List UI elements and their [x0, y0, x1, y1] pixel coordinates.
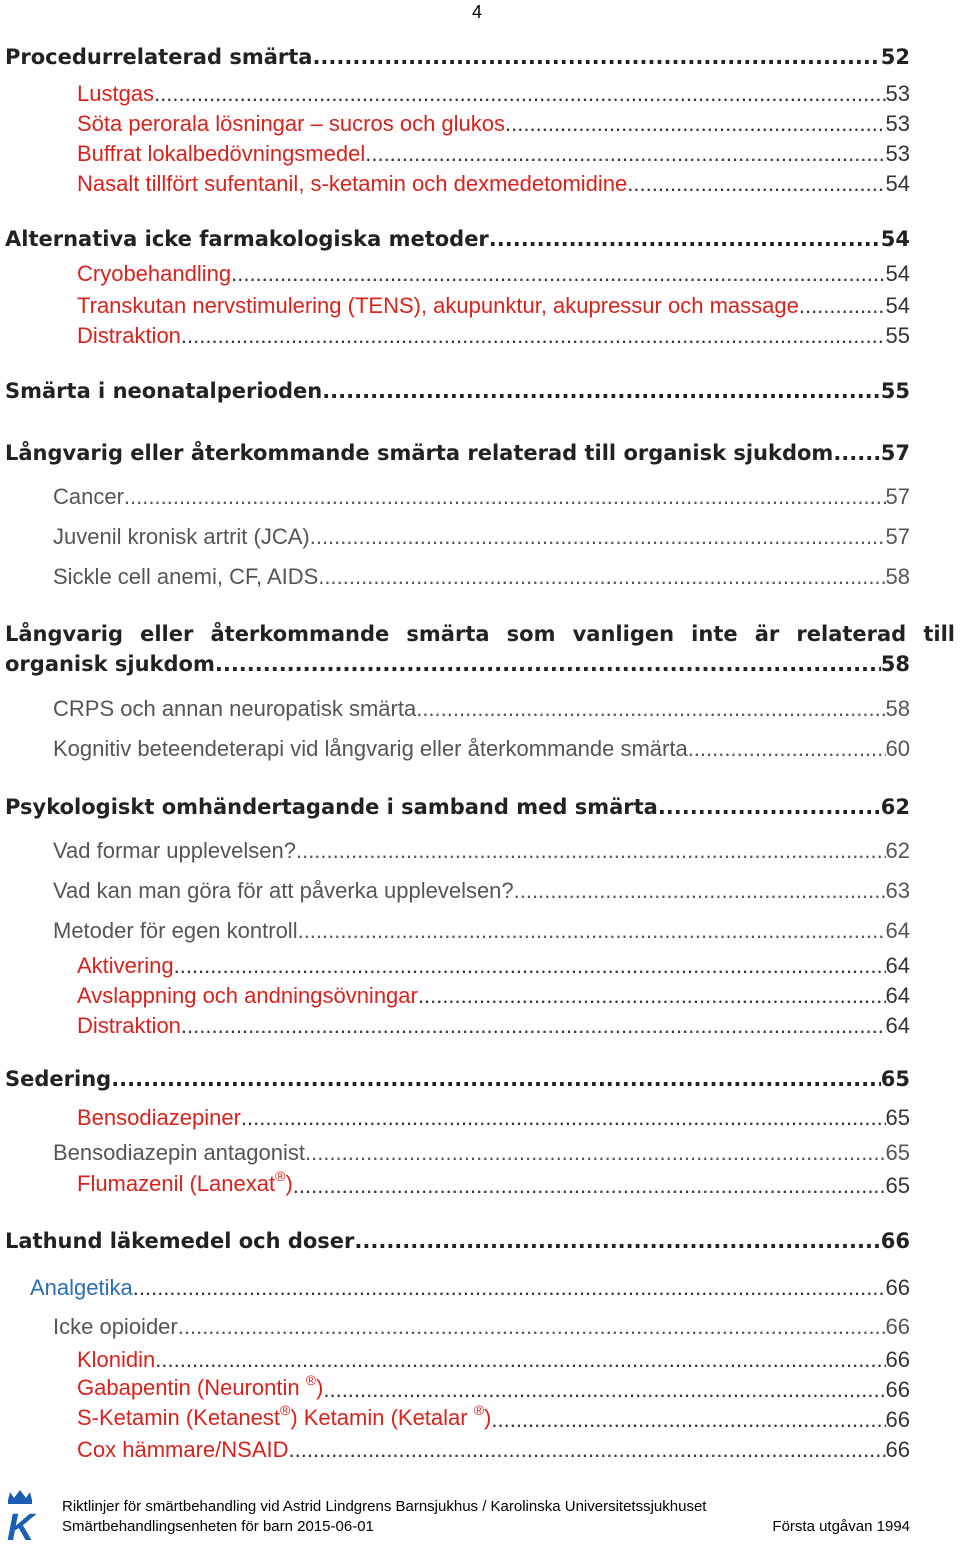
toc-entry-page: 66	[885, 1314, 910, 1339]
toc-entry[interactable]	[5, 42, 910, 72]
toc-entry-title: Vad formar upplevelsen?	[53, 838, 296, 863]
registered-mark: ®	[305, 1372, 317, 1388]
toc-entry-title: Söta perorala lösningar – sucros och glukos	[77, 111, 506, 136]
toc-title-part: )	[316, 1375, 324, 1400]
toc-entry-title: Lathund läkemedel och doser	[5, 1229, 355, 1253]
dot-leader	[178, 1312, 886, 1342]
toc-entry-title	[77, 1374, 323, 1404]
dot-leader	[658, 792, 881, 822]
toc-entry-page: 66	[885, 1437, 910, 1462]
toc-entry-title: Sickle cell anemi, CF, AIDS	[53, 564, 319, 589]
toc-entry[interactable]	[77, 1436, 910, 1464]
toc-entry-page: 62	[885, 838, 910, 863]
toc-entry-page: 53	[885, 81, 910, 106]
dot-leader	[688, 734, 886, 764]
toc-entry[interactable]	[53, 694, 910, 724]
dot-leader	[627, 170, 885, 198]
dot-leader	[354, 1226, 880, 1256]
dot-leader	[416, 694, 885, 724]
toc-entry-title	[77, 1170, 293, 1200]
toc-title-part: )	[285, 1171, 293, 1196]
toc-title-word: relaterad	[796, 622, 907, 646]
toc-entry-page: 63	[885, 878, 910, 903]
dot-leader	[181, 322, 886, 350]
dot-leader	[514, 876, 886, 906]
toc-entry[interactable]	[77, 1402, 910, 1434]
toc-entry[interactable]	[53, 562, 910, 592]
dot-leader	[322, 376, 881, 406]
toc-entry-title: Avslappning och andningsövningar	[77, 983, 418, 1008]
toc-entry[interactable]	[77, 322, 910, 350]
toc-entry-title: Cancer	[53, 484, 124, 509]
toc-entry[interactable]	[5, 438, 910, 468]
dot-leader	[833, 438, 880, 468]
toc-entry-page: 66	[885, 1377, 910, 1402]
toc-entry[interactable]	[77, 260, 910, 288]
dot-leader	[124, 482, 886, 512]
toc-entry[interactable]	[5, 376, 910, 406]
toc-entry-title: Bensodiazepiner	[77, 1105, 241, 1130]
toc-title-word: inte	[691, 622, 738, 646]
dot-leader	[318, 562, 885, 592]
toc-entry-title: Analgetika	[30, 1275, 133, 1300]
toc-title-word: eller	[140, 622, 194, 646]
toc-entry-page: 65	[885, 1140, 910, 1165]
toc-entry-page: 64	[885, 983, 910, 1008]
dot-leader	[799, 292, 886, 320]
toc-entry-page: 64	[885, 1013, 910, 1038]
registered-mark: ®	[473, 1402, 485, 1418]
toc-entry-page: 58	[880, 652, 910, 676]
toc-entry-page: 62	[880, 795, 910, 819]
toc-entry-page: 58	[885, 696, 910, 721]
toc-entry-page: 66	[880, 1229, 910, 1253]
toc-entry-title: Lustgas	[77, 81, 155, 106]
toc-entry-page: 66	[885, 1407, 910, 1432]
toc-entry[interactable]	[77, 140, 910, 168]
toc-entry[interactable]	[53, 836, 910, 866]
toc-entry-title: Alternativa icke farmakologiska metoder	[5, 227, 489, 251]
dot-leader	[365, 140, 885, 168]
toc-entry-page: 53	[885, 141, 910, 166]
footer-line-2: Smärtbehandlingsenheten för barn 2015-06-01	[62, 1518, 374, 1535]
toc-entry[interactable]	[53, 522, 910, 552]
toc-title-word: vanligen	[572, 622, 675, 646]
dot-leader	[505, 110, 885, 138]
toc-entry-page: 55	[880, 379, 910, 403]
toc-entry-title-line1	[5, 619, 955, 649]
dot-leader	[133, 1274, 886, 1302]
toc-entry-title: Vad kan man göra för att påverka upplevelsen?	[53, 878, 514, 903]
toc-entry-wrapped[interactable]	[5, 619, 955, 679]
logo-letter: K	[7, 1507, 35, 1544]
toc-entry-page: 64	[885, 918, 910, 943]
crown-icon	[8, 1490, 32, 1504]
toc-entry-title: organisk sjukdom	[5, 652, 215, 676]
dot-leader	[298, 916, 886, 946]
dot-leader	[323, 1376, 885, 1404]
toc-title-part: Flumazenil (Lanexat	[77, 1171, 276, 1196]
toc-entry-page: 57	[880, 441, 910, 465]
dot-leader	[174, 952, 886, 980]
toc-entry-page: 54	[880, 227, 910, 251]
toc-entry[interactable]	[53, 482, 910, 512]
toc-entry-page: 65	[885, 1105, 910, 1130]
toc-entry-page: 53	[885, 111, 910, 136]
toc-entry[interactable]	[77, 1104, 910, 1132]
toc-entry-page: 66	[885, 1347, 910, 1372]
toc-title-word: återkommande	[210, 622, 390, 646]
dot-leader	[310, 522, 886, 552]
toc-entry[interactable]	[77, 110, 910, 138]
dot-leader	[154, 80, 885, 108]
toc-entry-page: 64	[885, 953, 910, 978]
toc-entry-title: Cryobehandling	[77, 261, 232, 286]
toc-entry-title: Smärta i neonatalperioden	[5, 379, 323, 403]
toc-title-part: ) Ketamin (Ketalar	[290, 1405, 474, 1430]
toc-title-word: som	[506, 622, 556, 646]
toc-entry-title: Kognitiv beteendeterapi vid långvarig eller återkommande smärta	[53, 736, 688, 761]
dot-leader	[111, 1064, 881, 1094]
toc-entry[interactable]	[53, 1138, 910, 1168]
toc-entry-title: Juvenil kronisk artrit (JCA)	[53, 524, 310, 549]
toc-entry[interactable]	[5, 224, 910, 254]
toc-entry-page: 54	[885, 171, 910, 196]
toc-entry[interactable]	[77, 80, 910, 108]
toc-entry[interactable]	[77, 982, 910, 1010]
toc-title-word: smärta	[406, 622, 490, 646]
toc-title-word: till	[923, 622, 955, 646]
toc-entry[interactable]	[30, 1274, 910, 1302]
toc-title-part: Gabapentin (Neurontin	[77, 1375, 306, 1400]
registered-mark: ®	[275, 1168, 286, 1184]
dot-leader	[296, 836, 886, 866]
toc-entry-page: 65	[880, 1067, 910, 1091]
toc-entry-title: Procedurrelaterad smärta	[5, 45, 313, 69]
toc-entry-title: Distraktion	[77, 323, 181, 348]
toc-entry[interactable]	[53, 1312, 910, 1342]
toc-entry-title-line2	[5, 649, 910, 679]
toc-entry[interactable]	[5, 1226, 910, 1256]
toc-title-part: S-Ketamin (Ketanest	[77, 1405, 280, 1430]
toc-entry[interactable]	[77, 952, 910, 980]
dot-leader	[241, 1104, 886, 1132]
dot-leader	[231, 260, 885, 288]
toc-entry-page: 60	[885, 736, 910, 761]
toc-entry-title: Cox hämmare/NSAID	[77, 1437, 289, 1462]
toc-entry-page: 57	[885, 524, 910, 549]
toc-entry-page: 57	[885, 484, 910, 509]
toc-entry-title: Transkutan nervstimulering (TENS), akupunktur, akupressur och massage	[77, 293, 799, 318]
toc-entry-title: Buffrat lokalbedövningsmedel	[77, 141, 366, 166]
toc-entry-page: 58	[885, 564, 910, 589]
dot-leader	[293, 1172, 886, 1200]
toc-title-word: är	[754, 622, 780, 646]
karolinska-logo	[4, 1490, 46, 1544]
toc-entry[interactable]	[5, 1064, 910, 1094]
toc-entry[interactable]	[77, 1372, 910, 1404]
dot-leader	[215, 649, 881, 679]
dot-leader	[312, 42, 880, 72]
page-number: 4	[472, 2, 483, 22]
footer-edition: Första utgåvan 1994	[772, 1518, 910, 1535]
toc-entry[interactable]	[5, 792, 910, 822]
toc-entry-title: Sedering	[5, 1067, 112, 1091]
toc-title-word: Långvarig	[5, 622, 123, 646]
toc-entry[interactable]	[53, 734, 910, 764]
toc-entry-title: Långvarig eller återkommande smärta relaterad till organisk sjukdom	[5, 441, 834, 465]
toc-entry-title: Psykologiskt omhändertagande i samband med smärta	[5, 795, 658, 819]
toc-entry-page: 65	[885, 1173, 910, 1198]
toc-entry[interactable]	[77, 1168, 910, 1200]
footer-line-1: Riktlinjer för smärtbehandling vid Astrid Lindgrens Barnsjukhus / Karolinska Universitetssjukhuset	[62, 1498, 707, 1515]
toc-entry-title: Klonidin	[77, 1347, 156, 1372]
dot-leader	[181, 1012, 886, 1040]
toc-entry-title: Metoder för egen kontroll	[53, 918, 298, 943]
toc-entry[interactable]	[77, 1012, 910, 1040]
toc-entry-title: Icke opioider	[53, 1314, 178, 1339]
toc-entry-page: 54	[885, 293, 910, 318]
dot-leader	[418, 982, 886, 1010]
toc-entry-title: CRPS och annan neuropatisk smärta	[53, 696, 417, 721]
dot-leader	[305, 1138, 886, 1168]
registered-mark: ®	[279, 1402, 291, 1418]
toc-entry[interactable]	[53, 876, 910, 906]
dot-leader	[489, 224, 881, 254]
toc-entry[interactable]	[77, 170, 910, 198]
dot-leader	[491, 1406, 885, 1434]
toc-entry[interactable]	[77, 1346, 910, 1374]
toc-entry-title: Bensodiazepin antagonist	[53, 1140, 305, 1165]
dot-leader	[289, 1436, 886, 1464]
toc-entry-page: 54	[885, 261, 910, 286]
toc-entry-page: 66	[885, 1275, 910, 1300]
toc-entry-page: 55	[885, 323, 910, 348]
toc-entry-title	[77, 1404, 491, 1434]
page-footer	[0, 1488, 960, 1546]
toc-entry-title: Distraktion	[77, 1013, 181, 1038]
toc-entry[interactable]	[53, 916, 910, 946]
dot-leader	[155, 1346, 885, 1374]
toc-entry-title: Nasalt tillfört sufentanil, s-ketamin och dexmedetomidine	[77, 171, 628, 196]
toc-entry[interactable]	[77, 292, 910, 320]
toc-title-part: )	[484, 1405, 492, 1430]
toc-entry-title: Aktivering	[77, 953, 174, 978]
toc-entry-page: 52	[880, 45, 910, 69]
